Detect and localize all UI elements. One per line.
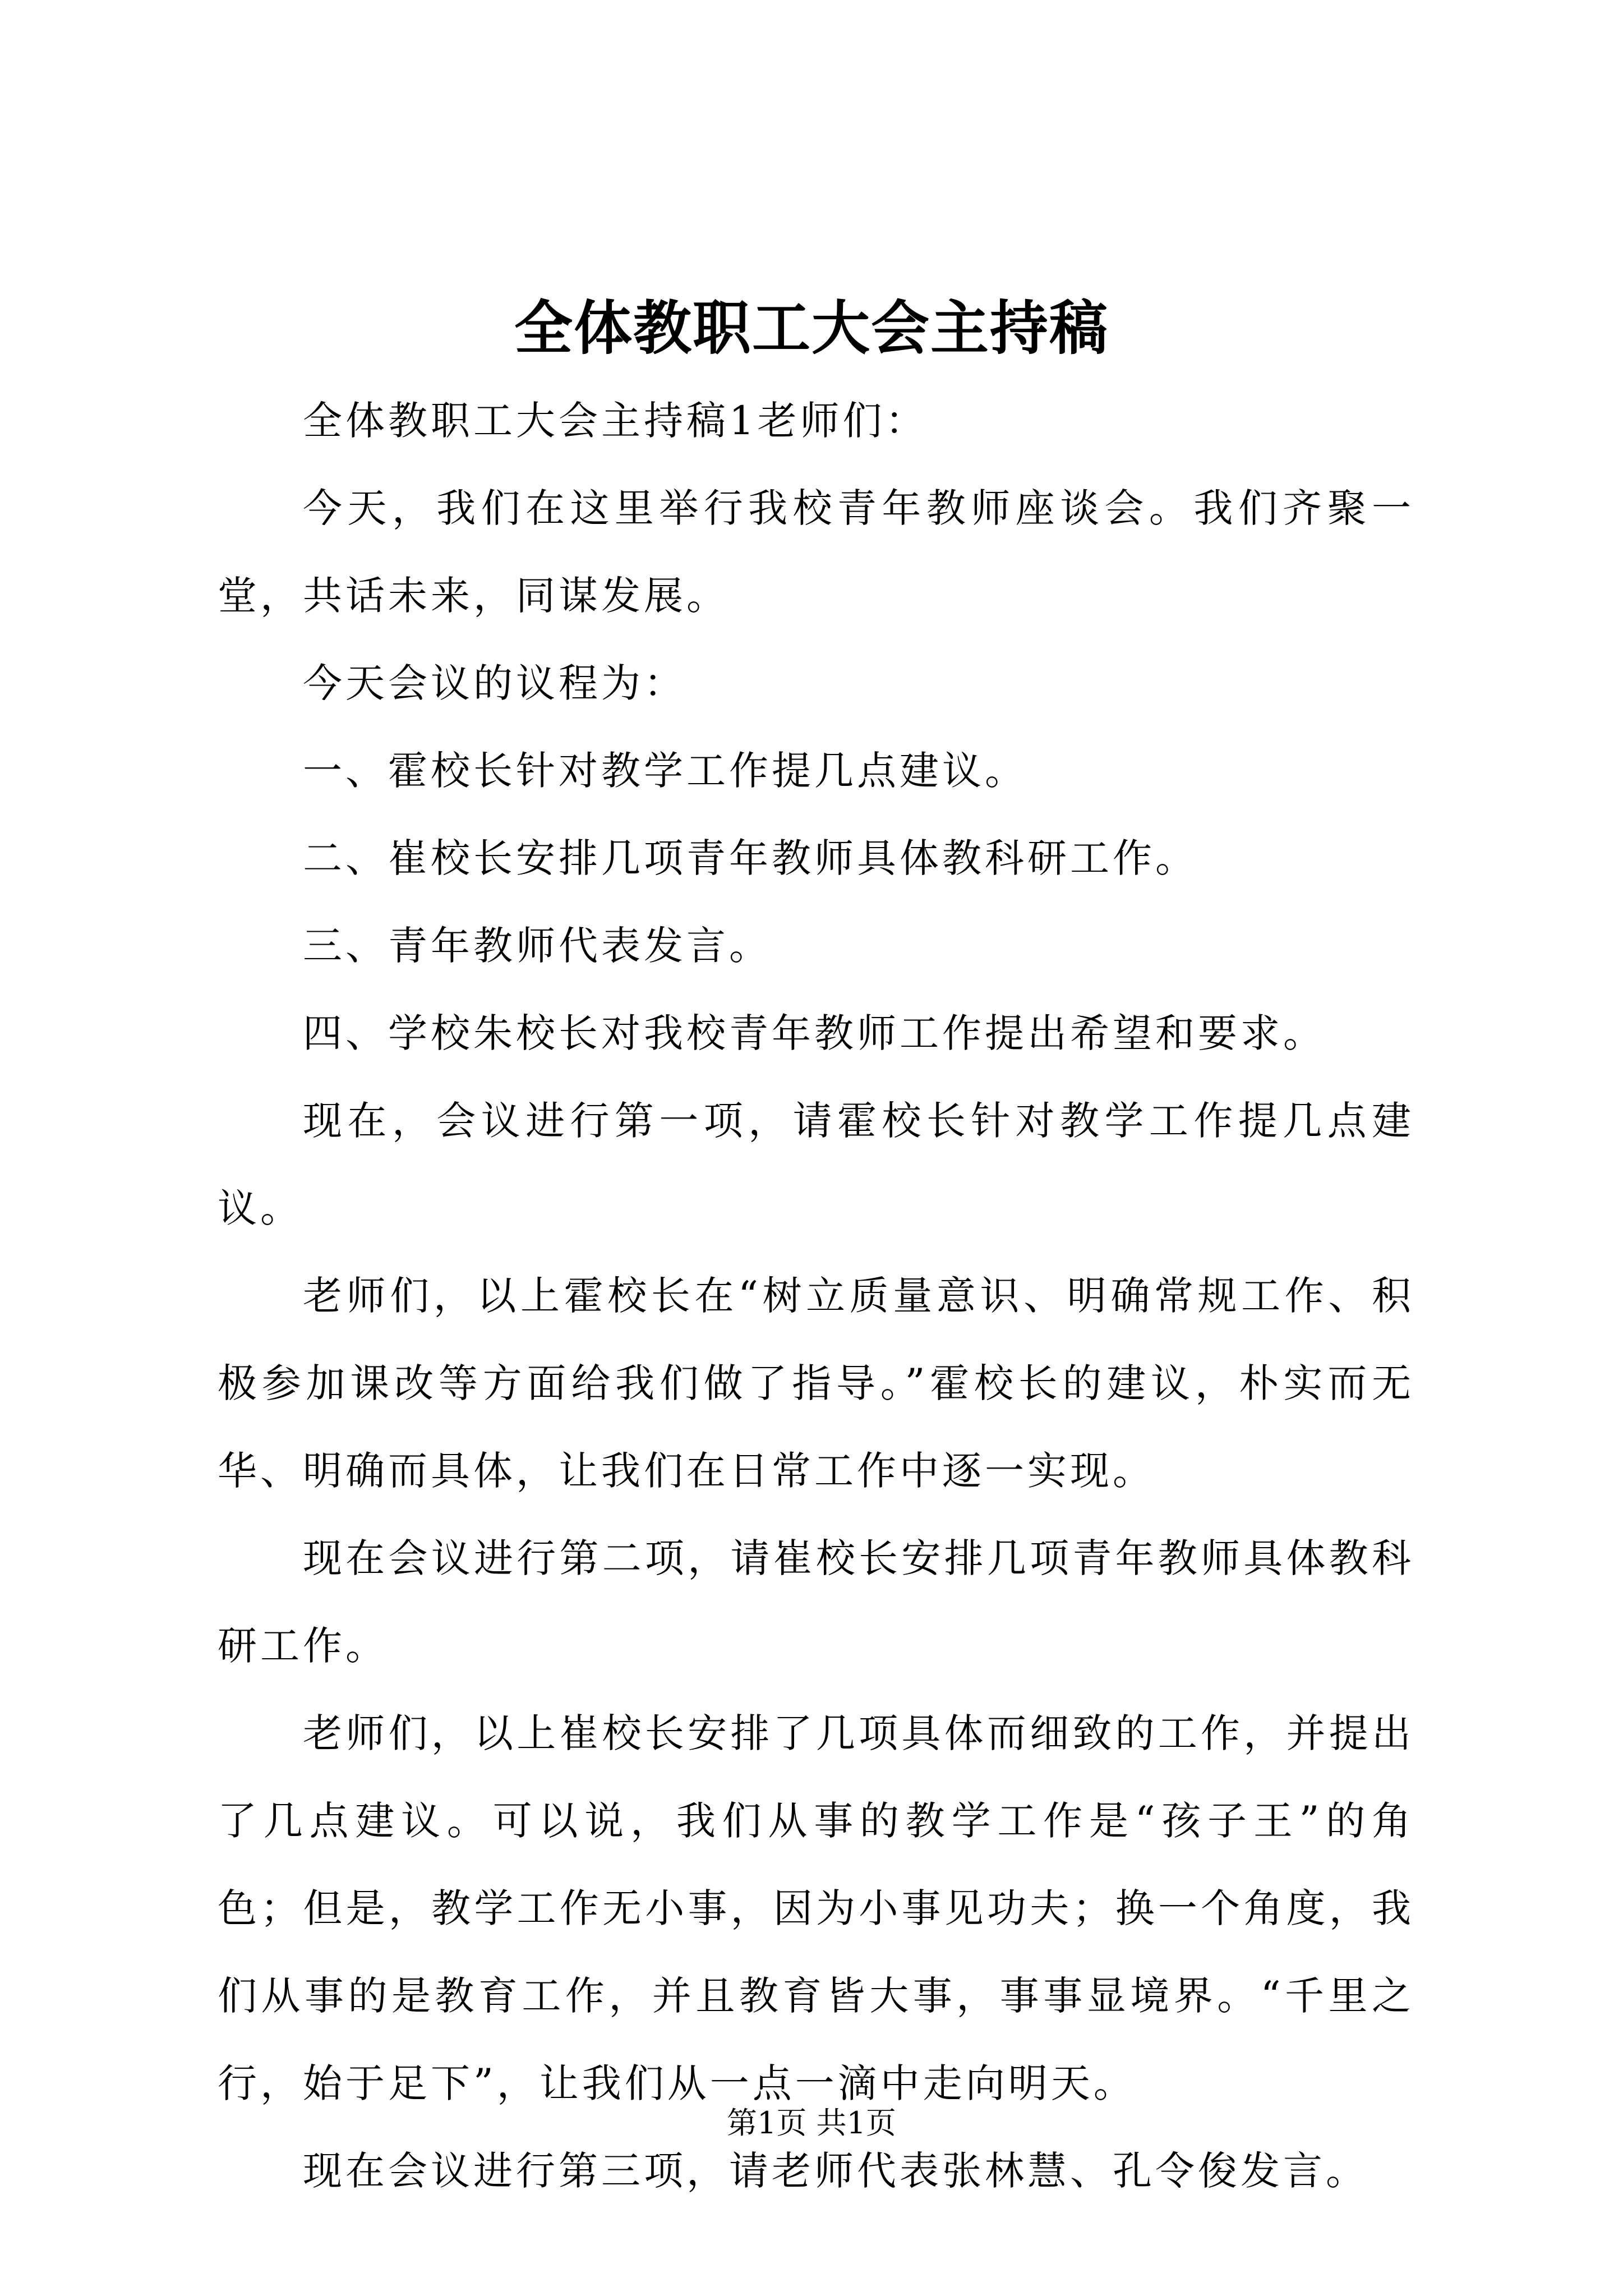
- paragraph: 全体教职工大会主持稿1老师们：: [303, 398, 928, 444]
- agenda-item-3: 三、青年教师代表发言。: [303, 923, 772, 969]
- paragraph: 现在会议进行第二项，请崔校长安排几项青年教师具体教科研工作。: [218, 1535, 1414, 1669]
- agenda-item-1: 一、霍校长针对教学工作提几点建议。: [303, 748, 1027, 794]
- page-number-footer: 第1页 共1页: [727, 2105, 896, 2141]
- paragraph: 今天会议的议程为：: [303, 660, 686, 706]
- paragraph: 老师们，以上崔校长安排了几项具体而细致的工作，并提出了几点建议。可以说，我们从事的教学工作是“孩子王”的角色；但是，教学工作无小事，因为小事见功夫；换一个角度，我们从事的是教育工作，并且教育皆大事，事事显境界。“千里之行，始于足下”，让我们从一点一滴中走向明天。: [218, 1710, 1414, 2106]
- paragraph: 现在，会议进行第一项，请霍校长针对教学工作提几点建议。: [218, 1098, 1414, 1231]
- agenda-item-2: 二、崔校长安排几项青年教师具体教科研工作。: [303, 835, 1198, 881]
- paragraph: 现在会议进行第三项，请老师代表张林慧、孔令俊发言。: [303, 2148, 1368, 2194]
- paragraph: 老师们，以上霍校长在“树立质量意识、明确常规工作、积极参加课改等方面给我们做了指导。”霍校长的建议，朴实而无华、明确而具体，让我们在日常工作中逐一实现。: [218, 1273, 1414, 1494]
- agenda-item-4: 四、学校朱校长对我校青年教师工作提出希望和要求。: [303, 1010, 1326, 1056]
- document-body: [218, 377, 1414, 2215]
- document-title: 全体教职工大会主持稿: [514, 293, 1109, 362]
- paragraph: 今天，我们在这里举行我校青年教师座谈会。我们齐聚一堂，共话未来，同谋发展。: [218, 485, 1414, 619]
